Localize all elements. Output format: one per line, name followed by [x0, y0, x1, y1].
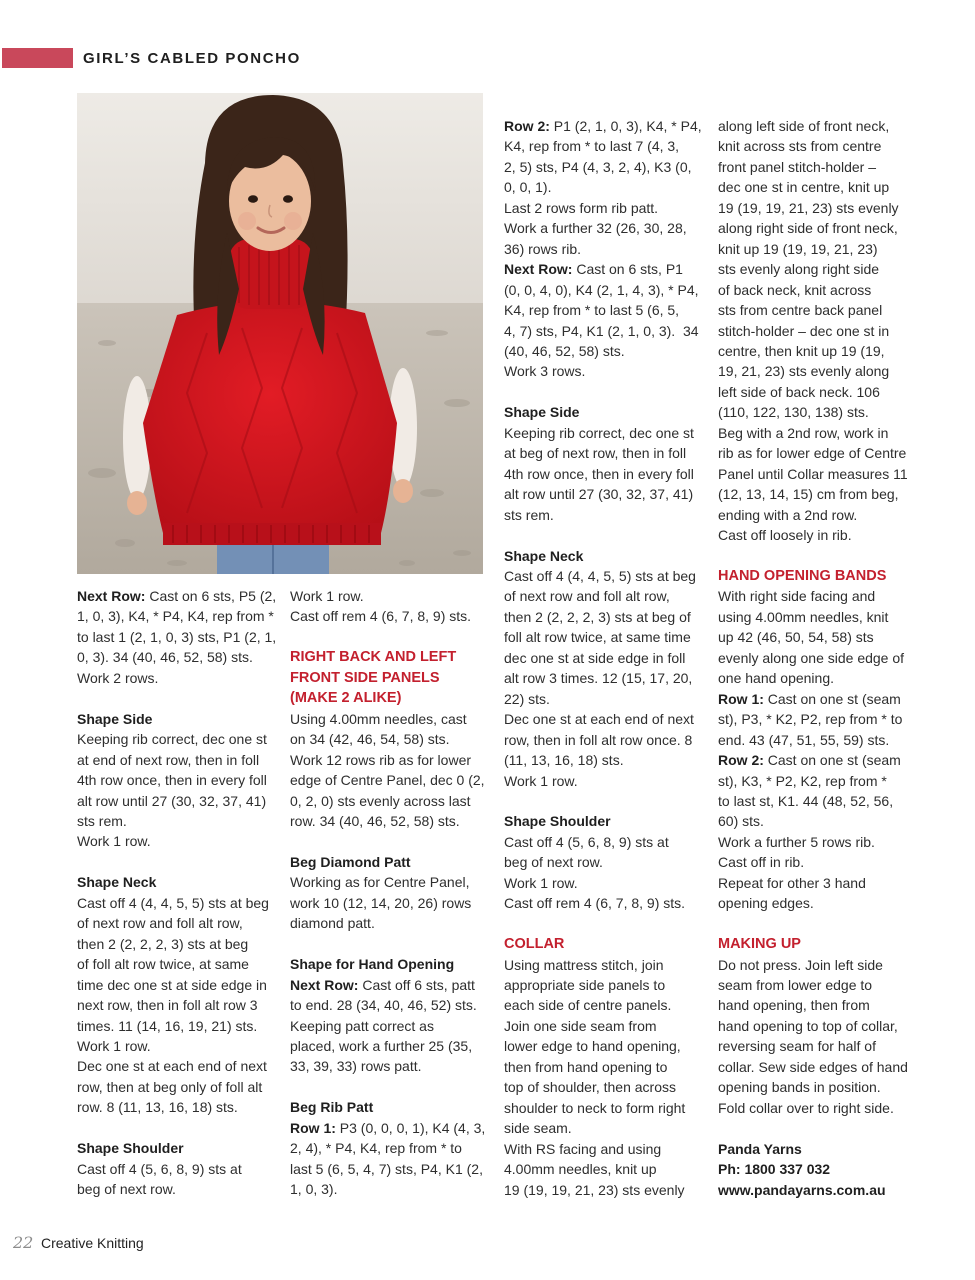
text-line: 22) sts.	[504, 690, 550, 707]
text-line: Work 12 rows rib as for lower	[290, 751, 472, 768]
text-line: along right side of front neck,	[718, 220, 898, 237]
text-line: (11, 13, 16, 18) sts.	[504, 752, 624, 769]
section-heading: (MAKE 2 ALIKE)	[290, 690, 402, 707]
pattern-section	[504, 402, 714, 525]
left-cheek	[238, 212, 256, 230]
row-label: Row 2:	[504, 118, 550, 134]
text-line: then 2 (2, 2, 2, 3) sts at beg	[77, 935, 249, 952]
section-heading: RIGHT BACK AND LEFT	[290, 649, 457, 666]
pattern-section	[77, 872, 287, 1117]
text-line: end. 43 (47, 51, 55, 59) sts.	[718, 731, 890, 748]
text-line: Cast off 4 (5, 6, 8, 9) sts at	[77, 1160, 242, 1177]
pattern-section	[290, 954, 500, 1077]
text-line: up 42 (46, 50, 54, 58) sts	[718, 629, 874, 646]
text-column-2	[290, 586, 500, 1200]
text-line: dec one st at side edge in foll	[504, 649, 686, 666]
subheading: Shape Side	[77, 710, 153, 727]
page-number: 22	[13, 1233, 34, 1252]
text-line: knit up 19 (19, 19, 21, 23)	[718, 240, 878, 257]
text-line: along left side of front neck,	[718, 118, 890, 134]
pattern-section	[77, 709, 287, 852]
text-line: rib as for lower edge of Centre	[718, 445, 907, 462]
text-line: Work a further 5 rows rib.	[718, 833, 875, 850]
text-line: sts from centre back panel	[718, 302, 883, 319]
text-line: to last 1 (2, 1, 0, 3) sts, P1 (2, 1,	[77, 628, 277, 645]
pattern-section	[504, 546, 714, 791]
text-line: alt row 3 times. 12 (15, 17, 20,	[504, 670, 693, 687]
text-line: sts evenly along right side	[718, 261, 880, 278]
text-line: (0, 0, 4, 0), K4 (2, 1, 4, 3), * P4,	[504, 281, 699, 298]
text-line: row. 34 (40, 46, 52, 58) sts.	[290, 812, 460, 829]
pattern-section	[290, 647, 500, 831]
text-line: alt row until 27 (30, 32, 37, 41)	[504, 486, 694, 503]
text-line: centre, then knit up 19 (19,	[718, 342, 885, 359]
text-line: 4.00mm needles, knit up	[504, 1161, 657, 1178]
text-line: Work 3 rows.	[504, 363, 586, 380]
text-line: 0, 0, 1).	[504, 179, 552, 196]
subheading: Beg Rib Patt	[290, 1099, 374, 1116]
row-label: Row 1:	[718, 690, 764, 707]
text-line: st), K3, * P2, K2, rep from *	[718, 772, 887, 789]
text-line: at end of next row, then in foll	[77, 751, 260, 768]
text-line: at beg of next row, then in foll	[504, 445, 687, 462]
text-line: work 10 (12, 14, 20, 26) rows	[290, 894, 472, 911]
text-line: 60) sts.	[718, 813, 764, 830]
text-column-3	[504, 116, 714, 1200]
text-line: Keeping patt correct as	[290, 1017, 434, 1034]
text-line: Work 2 rows.	[77, 669, 159, 686]
text-line: With right side facing and	[718, 588, 876, 605]
text-line: row, then at beg only of foll alt	[77, 1078, 263, 1095]
text-line: then 2 (2, 2, 2, 3) sts at beg of	[504, 608, 691, 625]
row-label: Next Row:	[77, 588, 146, 604]
text-line: side seam.	[504, 1120, 572, 1137]
text-line: 19 (19, 19, 21, 23) sts evenly	[504, 1181, 685, 1198]
left-hand	[127, 491, 147, 515]
text-line: next row, then in foll alt row 3	[77, 997, 258, 1014]
text-line: 0, 2, 0) sts evenly across last	[290, 792, 471, 809]
text-line: lower edge to hand opening,	[504, 1038, 681, 1055]
section-heading: HAND OPENING BANDS	[718, 567, 887, 584]
text-line: Cast off 4 (5, 6, 8, 9) sts at	[504, 833, 669, 850]
text-line: K4, rep from * to last 5 (6, 5,	[504, 302, 680, 319]
text-line: row, then in foll alt row once. 8	[504, 731, 693, 748]
text-line: (110, 122, 130, 138) sts.	[718, 404, 869, 421]
text-line: Fold collar over to right side.	[718, 1099, 894, 1116]
pattern-section	[77, 1138, 287, 1199]
text-line: stitch-holder – dec one st in	[718, 322, 890, 339]
text-line: 33, 39, 33) rows patt.	[290, 1058, 422, 1075]
pattern-section	[718, 1139, 928, 1200]
row-label: Next Row:	[504, 261, 573, 278]
poncho	[143, 301, 397, 533]
row-instruction: P3 (0, 0, 0, 1), K4 (4, 3,	[335, 1119, 486, 1136]
text-line: Cast off rem 4 (6, 7, 8, 9) sts.	[290, 608, 472, 625]
text-line: times. 11 (14, 16, 19, 21) sts.	[77, 1017, 258, 1034]
text-line: With RS facing and using	[504, 1140, 662, 1157]
text-line: Cast off 4 (4, 4, 5, 5) sts at beg	[504, 567, 696, 584]
text-line: hand opening, then from	[718, 997, 870, 1014]
text-line: sts rem.	[504, 506, 554, 523]
text-line: Cast off rem 4 (6, 7, 8, 9) sts.	[504, 895, 686, 912]
pattern-section	[718, 116, 928, 546]
text-line: to last st, K1. 44 (48, 52, 56,	[718, 792, 894, 809]
pattern-section	[290, 1097, 500, 1199]
section-heading: MAKING UP	[718, 936, 801, 953]
text-line: Cast off loosely in rib.	[718, 527, 852, 544]
text-line: diamond patt.	[290, 915, 375, 932]
text-line: ending with a 2nd row.	[718, 506, 858, 523]
text-line: Panel until Collar measures 11	[718, 465, 908, 482]
text-line: knit across sts from centre	[718, 138, 882, 155]
text-line: top of shoulder, then across	[504, 1079, 676, 1096]
text-line: reversing seam for half of	[718, 1038, 876, 1055]
text-line: Using mattress stitch, join	[504, 956, 664, 973]
subheading: Shape for Hand Opening	[290, 956, 455, 973]
text-line: time dec one st at side edge in	[77, 976, 267, 993]
collar-ribs	[239, 245, 299, 305]
text-line: K4, rep from * to last 7 (4, 3,	[504, 138, 680, 155]
text-line: Dec one st at each end of next	[504, 711, 694, 728]
text-line: each side of centre panels.	[504, 997, 672, 1014]
text-line: 4th row once, then in every foll	[504, 465, 694, 482]
text-line: seam from lower edge to	[718, 977, 873, 994]
magazine-name: Creative Knitting	[41, 1235, 144, 1251]
text-line: on 34 (42, 46, 54, 58) sts.	[290, 731, 450, 748]
text-line: of next row and foll alt row,	[77, 915, 243, 932]
text-line: appropriate side panels to	[504, 977, 666, 994]
text-line: Last 2 rows form rib patt.	[504, 199, 659, 216]
text-line: Join one side seam from	[504, 1017, 657, 1034]
text-line: Using 4.00mm needles, cast	[290, 710, 467, 727]
subheading: Shape Neck	[504, 547, 584, 564]
pattern-section	[504, 934, 714, 1200]
text-line	[504, 259, 714, 279]
text-line: 4, 7) sts, P4, K1 (2, 1, 0, 3). 34	[504, 322, 699, 339]
row-instruction: Cast off 6 sts, patt	[358, 976, 475, 993]
pattern-section	[718, 566, 928, 914]
row-instruction: Cast on 6 sts, P5 (2,	[145, 588, 277, 604]
text-line: one hand opening.	[718, 670, 834, 687]
text-line: shoulder to neck to form right	[504, 1099, 686, 1116]
text-line: edge of Centre Panel, dec 0 (2,	[290, 772, 485, 789]
text-line	[77, 586, 287, 606]
text-line: opening bands in position.	[718, 1079, 881, 1096]
text-line: foll alt row twice, at same time	[504, 629, 691, 646]
subheading: Shape Neck	[77, 874, 157, 891]
text-line	[718, 750, 928, 770]
text-line: 2, 5) sts, P4 (4, 3, 2, 4), K3 (0,	[504, 158, 692, 175]
text-line: evenly along one side edge of	[718, 649, 905, 666]
text-line: Do not press. Join left side	[718, 956, 883, 973]
text-line: hand opening to top of collar,	[718, 1017, 898, 1034]
text-line: alt row until 27 (30, 32, 37, 41)	[77, 792, 267, 809]
text-column-1	[77, 586, 287, 1200]
text-line: 19, 21, 23) sts evenly along	[718, 363, 890, 380]
text-line: 0, 3). 34 (40, 46, 52, 58) sts.	[77, 649, 253, 666]
text-line: Work 1 row.	[77, 833, 151, 850]
text-line: sts rem.	[77, 812, 127, 829]
text-line: collar. Sew side edges of hand	[718, 1058, 908, 1075]
text-line: 1, 0, 3).	[290, 1181, 338, 1198]
text-line: (12, 13, 14, 15) cm from beg,	[718, 486, 899, 503]
subheading: Shape Side	[504, 404, 580, 421]
text-line: Work 1 row.	[77, 1037, 151, 1054]
text-line: Cast off in rib.	[718, 854, 805, 871]
text-line: Beg with a 2nd row, work in	[718, 424, 889, 441]
text-line: last 5 (6, 5, 4, 7) sts, P4, K1 (2,	[290, 1160, 483, 1177]
subheading: Shape Shoulder	[77, 1140, 184, 1157]
text-line	[290, 1118, 500, 1138]
subheading: www.pandayarns.com.au	[718, 1181, 886, 1198]
text-line: row. 8 (11, 13, 16, 18) sts.	[77, 1099, 238, 1116]
text-line: 36) rows rib.	[504, 240, 582, 257]
right-eye	[283, 195, 293, 203]
pattern-section	[77, 586, 287, 688]
text-line: Keeping rib correct, dec one st	[504, 424, 694, 441]
pattern-section	[504, 811, 714, 913]
text-line: of back neck, knit across	[718, 281, 872, 298]
text-line: 4th row once, then in every foll	[77, 772, 267, 789]
right-hand	[393, 479, 413, 503]
right-cheek	[284, 212, 302, 230]
text-line: Dec one st at each end of next	[77, 1058, 267, 1075]
text-line: Work 1 row.	[504, 772, 578, 789]
text-line: (40, 46, 52, 58) sts.	[504, 342, 625, 359]
text-line: Cast off 4 (4, 4, 5, 5) sts at beg	[77, 894, 269, 911]
accent-bar	[2, 48, 73, 68]
row-instruction: Cast on one st (seam	[763, 752, 901, 769]
pattern-section	[290, 852, 500, 934]
text-line: dec one st in centre, knit up	[718, 179, 890, 196]
text-column-4	[718, 116, 928, 1200]
text-line: placed, work a further 25 (35,	[290, 1037, 473, 1054]
row-instruction: Cast on 6 sts, P1	[572, 261, 683, 278]
text-line	[290, 975, 500, 995]
text-line: Work a further 32 (26, 30, 28,	[504, 220, 687, 237]
text-line: using 4.00mm needles, knit	[718, 608, 889, 625]
poncho-photo	[77, 93, 483, 574]
text-line: 2, 4), * P4, K4, rep from * to	[290, 1140, 462, 1157]
text-line: Repeat for other 3 hand	[718, 874, 866, 891]
text-line: Work 1 row.	[504, 874, 578, 891]
text-line: of foll alt row twice, at same	[77, 956, 249, 973]
text-line: 1, 0, 3), K4, * P4, K4, rep from *	[77, 608, 274, 625]
text-line: beg of next row.	[77, 1181, 176, 1198]
text-line: Working as for Centre Panel,	[290, 874, 470, 891]
row-label: Row 2:	[718, 752, 764, 769]
row-instruction: P1 (2, 1, 0, 3), K4, * P4,	[549, 118, 702, 134]
subheading: Beg Diamond Patt	[290, 853, 411, 870]
row-label: Next Row:	[290, 976, 359, 993]
text-line: left side of back neck. 106	[718, 383, 880, 400]
text-line: front panel stitch-holder –	[718, 158, 876, 175]
section-heading: COLLAR	[504, 936, 565, 953]
text-line	[504, 116, 714, 136]
pattern-section	[504, 116, 714, 382]
text-line: to end. 28 (34, 40, 46, 52) sts.	[290, 997, 477, 1014]
text-line: opening edges.	[718, 895, 814, 912]
text-line: then from hand opening to	[504, 1058, 668, 1075]
text-line: 19 (19, 19, 21, 23) sts evenly	[718, 199, 899, 216]
pattern-section	[290, 586, 500, 627]
subheading: Ph: 1800 337 032	[718, 1161, 831, 1178]
subheading: Panda Yarns	[718, 1140, 802, 1157]
text-line: beg of next row.	[504, 854, 603, 871]
pattern-section	[718, 934, 928, 1118]
section-heading: FRONT SIDE PANELS	[290, 669, 440, 686]
text-line	[718, 689, 928, 709]
row-instruction: Cast on one st (seam	[763, 690, 901, 707]
left-eye	[248, 195, 258, 203]
subheading: Shape Shoulder	[504, 813, 611, 830]
text-line: of next row and foll alt row,	[504, 588, 670, 605]
row-label: Row 1:	[290, 1119, 336, 1136]
text-line: Work 1 row.	[290, 588, 364, 604]
text-line: Keeping rib correct, dec one st	[77, 731, 267, 748]
pattern-title: GIRL’S CABLED PONCHO	[83, 50, 301, 67]
text-line: st), P3, * K2, P2, rep from * to	[718, 711, 903, 728]
